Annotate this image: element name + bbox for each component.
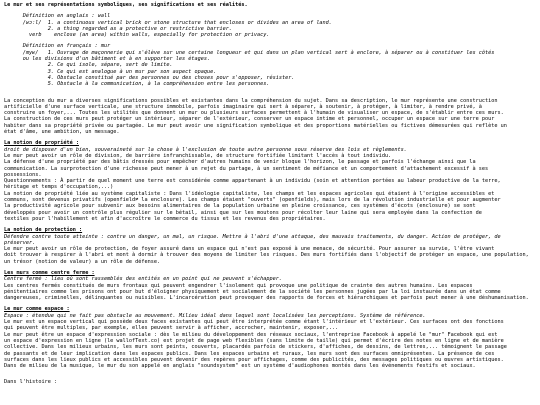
definition-line: 5. Obstacle à la communication, à la compréhension entre les personnes.: [4, 81, 270, 88]
text-line: pénitentiaires comme les prisons ont pour but d'éloigner physiquement et socialement de la société les personnes jugées par la loi instaurée dans un état comme: [4, 288, 501, 295]
section-heading: Le mur comme espace :: [4, 306, 70, 313]
text-line: Le mur peut avoir un rôle de division, de barrière infranchissable, de structure fortifiée limitant l'accès à tout individu.: [4, 152, 392, 159]
text-line: un trésor (notion de valeur) a un rôle de défense.: [4, 258, 161, 265]
text-line: textiles pour l'habillement et afin d'accroître le commerce du tissus et les revenus des propriétaires.: [4, 215, 326, 222]
section-heading: Le mur et ses représentations symboliques, ses significations et ses réalités.: [4, 2, 248, 8]
text-line: construire un foyer,... Toutes les utilités que donnent un mur ou plusieurs surfaces permettent à l'humain de visualiser un espace, de s'établir entre ces murs.: [4, 110, 504, 117]
definition-line: ou les divisions d'un bâtiment et à en supporter les étages.: [4, 56, 211, 63]
definition-line: /wɔːl/ 1. a continuous vertical brick or stone structure that encloses or divides an area of land.: [4, 19, 332, 26]
text-line: Le mur peut être un espace d'expression sociale : dès le milieu du développement des réseaux sociaux, l'entreprise Facebook à appelé le "mur" Facebook qui est: [4, 331, 498, 338]
text-line: Dans de milieu de la musique, le mur du son appelé en anglais "soundsystem" est un système d'audiophones montés dans les événements festifs et sociaux.: [4, 363, 476, 370]
text-line: dangereuses, criminelles, délinquantes ou nuisibles. L'incarcération peut provoquer des rapports de forces et hiérarchiques et parfois peut mener à une déshumanisation.: [4, 295, 529, 302]
definition-line: Définition en anglais : wall: [4, 13, 111, 20]
text-line: un espace d'expression en ligne (le wallofText.co) est projet de page web flexibles (sans limite de taille) qui permet d'écrire des notes en ligne et de manière: [4, 337, 504, 344]
text-line: la productivité agricole pour subvenir aux besoins alimentaires de la population urbaine en pleine croissance, ces systèmes d'écots (enclosure) se sont: [4, 203, 476, 210]
text-line: artificielle d'une surface verticale, une structure immobile, parfois imaginaire qui sert à séparer, à soutenir, à protéger, à limiter, à rendre privé, à: [4, 103, 482, 110]
text-line: surfaces dans les lieux publics et accessibles peuvent devenir des repères pour affichages, comme des publicités, des messages politiques ou œuvres artistiques.: [4, 356, 504, 363]
text-line: héritage et temps d'occupation,...): [4, 184, 114, 191]
text-line: Le mur est un espace vertical qui possède deux faces existantes qui peut être interprétée comme étant l'intérieur et l'extérieur. Ces surfaces ont des fonctions: [4, 319, 504, 326]
text-line: communs, sont devenus privatifs (openfield≠ la enclosure). Les champs étaient "ouverts" (openfields), mais lors de la révolution industrielle et pour augmenter: [4, 197, 501, 204]
text-line: La conception du mur a diverses significations possibles et existantes dans la compréhension du sujet. Dans sa description, le mur représente une construction: [4, 97, 498, 104]
definition-line: 2. a thing regarded as a protective or restrictive barrier.: [4, 25, 232, 32]
text-line: Les centres fermés constitués de murs frontaux qui peuvent engendrer l'isolement qui provoque une politique de crainte des autres humains. Les espaces: [4, 282, 473, 289]
text-line: qui peuvent être multiples, par exemple, elles peuvent servir à afficher, accrocher, maintenir, exposer,...: [4, 325, 339, 332]
text-line: de passants et de leur implication dans les espaces publics. Dans les espaces urbains et ruraux, les murs sont des surfaces omniprésentes. La présence de ces: [4, 350, 495, 357]
definition-line: 3. Ce qui est analogue à un mur par son aspect opaque.: [4, 68, 217, 75]
text-line: collective. Dans les milieux urbains, les murs sont peints, couverts, placardés parfois de stickers, d'affiches, de dessins, de lettres,... témoignent le passage: [4, 344, 507, 351]
text-line: Le mur peut avoir un rôle de protection, de foyer assuré dans un espace qui n'est pas exposé à une menace, de sécurité. Pour assurer sa survie, l'être vivant: [4, 246, 495, 253]
text-line: La défense d'une propriété par des bâtis dressés pour empêcher d'autres humains de venir bloque l'horizon, le passage et parfois l'échange ainsi que la: [4, 159, 476, 166]
definition-line: 4. Obstacle constitué par des personnes ou des choses pour s'opposer, résister.: [4, 74, 295, 81]
text-line: Questionnements : À partir de quel moment une terre est considérée comme appartenant à un individu (soin et attention portées au labeur productive de la terre,: [4, 178, 501, 185]
text-line: développés pour avoir un contrôle plus régulier sur le bétail, ainsi que sur les moutons pour récolter leur laine qui sera employée dans la confection de: [4, 209, 482, 216]
definition-line: droit de disposer d'un bien, souveraineté sur la chose à l'exclusion de toute autre personne sous réserve des lois et règlements.: [4, 146, 407, 153]
definition-line: Définition en français : mur: [4, 43, 111, 50]
definition-line: 2. Ce qui isole, sépare, sert de limite.: [4, 62, 173, 69]
definition-line: préserver.: [4, 239, 36, 246]
section-heading: Les murs comme centre ferme :: [4, 269, 95, 276]
text-line: doit trouver à respirer à l'abri et mont à dormir à trouver des moyens de limiter les risques. Des murs fortifiés dans l'objectif de protéger un espace, une population,: [4, 252, 529, 259]
text-line: état d'âme, une ambition, un message.: [4, 129, 120, 136]
definition-line: Centre fermé : lieu où sont rassemblés des entités en un point qui ne peuvent s'échapper.: [4, 276, 282, 283]
section-heading: La notion de propriété :: [4, 140, 79, 147]
section-heading: La notion de protection :: [4, 227, 83, 234]
text-line: possessions.: [4, 171, 42, 178]
text-line: La notion de propriété liée au système capitaliste : Dans l'idéologie capitaliste, les champs et les espaces agricoles qui étaient à l'origine accessibles et: [4, 190, 495, 197]
definition-line: /myʁ/ 1. Ouvrage de maçonnerie qui s'élève sur une certaine longueur et qui dans un plan vertical sert à enclore, à séparer ou à constituer les côtés: [4, 49, 495, 56]
text-line: communication. La surprotection d'une richesse peut mener à un rejet du partage, à un sentiment de méfiance et un comportement d'attachement excessif à ses: [4, 165, 489, 172]
definition-line: Espace : étendue qui ne fait pas obstacle au mouvement. Milieu idéal dans lequel sont localisées les perceptions. Système de référence.: [4, 312, 426, 319]
text-line: habiter dans sa propriété privée ou partagée. Le mur peut avoir une signification symbolique et des proportions matérielles ou fictives démesurées qui reflète un: [4, 122, 507, 129]
text-line: La construction de ces murs peut protéger un intérieur, séparer de l'extérieur, conserver un espace intime et personnel, occuper un espace sur une terre pour: [4, 116, 495, 123]
definition-line: verb enclose (an area) within walls, especially for protection or privacy.: [4, 32, 270, 39]
definition-line: Défendre contre toute atteinte : contre un danger, un mal, un risque. Mettre à l'abri d'une attaque, des mauvais traitements, du danger. Action de protéger, de: [4, 233, 501, 240]
text-line: Dans l'histoire :: [4, 379, 58, 386]
